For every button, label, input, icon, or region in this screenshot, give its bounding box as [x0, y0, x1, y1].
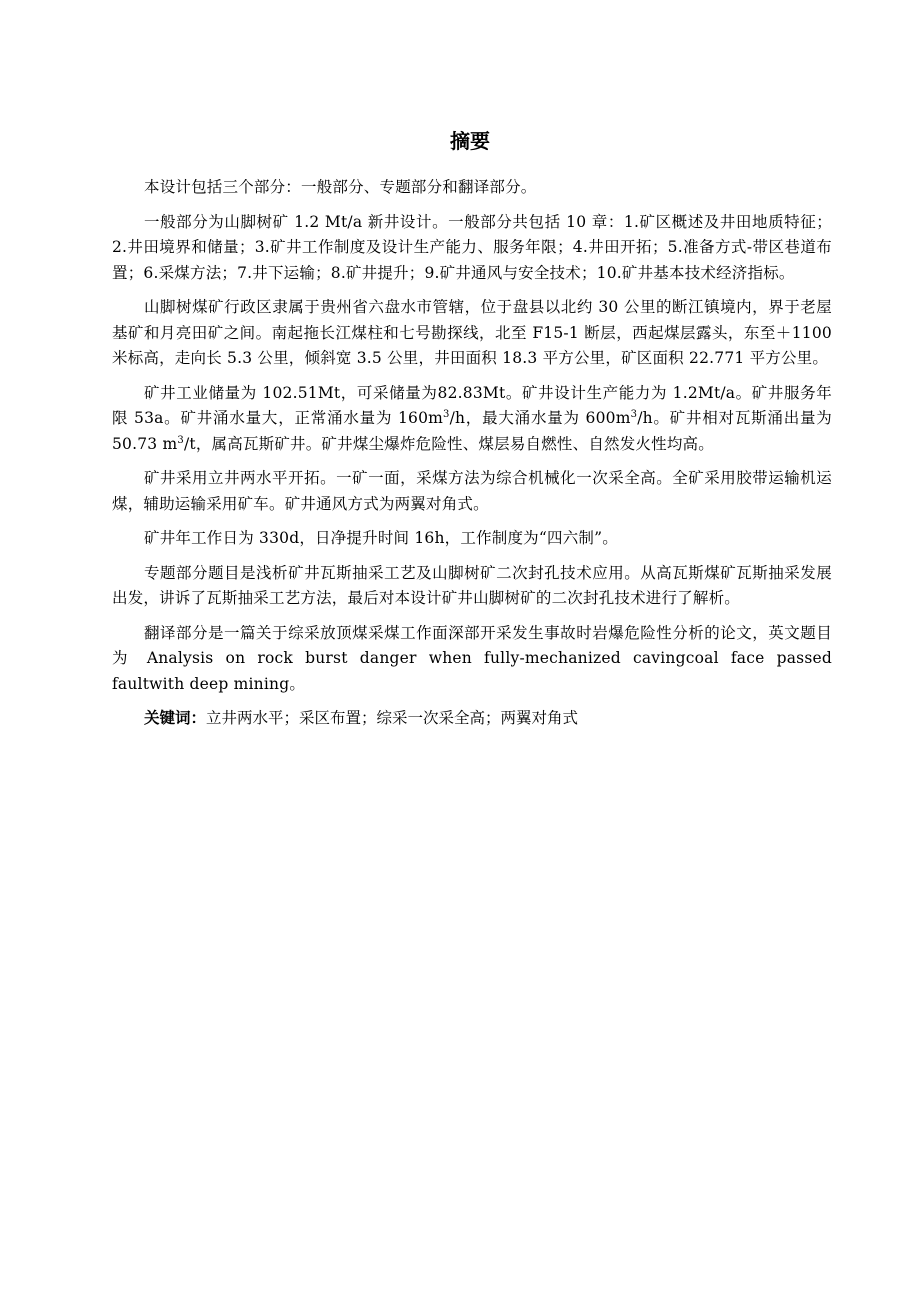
paragraph-location: 山脚树煤矿行政区隶属于贵州省六盘水市管辖，位于盘县以北约 30 公里的断江镇境内，界于老屋基矿和月亮田矿之间。南起拖长江煤柱和七号勘探线，北至 F15-1 断层，西起煤层露头，东至＋1100 米标高，走向长 5.3 公里，倾斜宽 3.5 公里，井田面积 18.3 平方公里，矿区面积 22.771 平方公里。	[112, 298, 832, 367]
paragraph-development: 矿井采用立井两水平开拓。一矿一面，采煤方法为综合机械化一次采全高。全矿采用胶带运输机运煤，辅助运输采用矿车。矿井通风方式为两翼对角式。	[112, 469, 832, 513]
abstract-body	[112, 175, 832, 732]
paragraph-translation: 翻译部分是一篇关于综采放顶煤采煤工作面深部开采发生事故时岩爆危险性分析的论文，英文题目为 Analysis on rock burst danger when fully-mechanized cavingcoal face passed faultwith deep mining。	[112, 623, 832, 693]
reserves-text-d: /t，属高瓦斯矿井。矿井煤尘爆炸危险性、煤层易自燃性、自然发火性均高。	[183, 434, 714, 453]
reserves-text-c: /h。矿井相对瓦斯涌出量为 50.73 m	[112, 409, 832, 453]
reserves-text-b: /h，最大涌水量为 600m	[449, 409, 631, 427]
paragraph-reserves	[112, 381, 832, 458]
superscript-3: 3	[177, 434, 184, 446]
keywords-label: 关键词：	[144, 709, 207, 727]
keywords-text: 立井两水平；采区布置；综采一次采全高；两翼对角式	[206, 709, 579, 727]
reserves-text-a: 矿井工业储量为 102.51Mt，可采储量为82.83Mt。矿井设计生产能力为 1.2Mt/a。矿井服务年限 53a。矿井涌水量大，正常涌水量为 160m	[112, 383, 832, 427]
paragraph-work-schedule: 矿井年工作日为 330d，日净提升时间 16h，工作制度为“四六制”。	[144, 529, 618, 547]
keywords-line	[112, 706, 832, 732]
paragraph-special-topic: 专题部分题目是浅析矿井瓦斯抽采工艺及山脚树矿二次封孔技术应用。从高瓦斯煤矿瓦斯抽采发展出发，讲诉了瓦斯抽采工艺方法，最后对本设计矿井山脚树矿的二次封孔技术进行了解析。	[112, 563, 832, 607]
page-title: 摘要	[450, 129, 490, 153]
paragraph-intro: 本设计包括三个部分：一般部分、专题部分和翻译部分。	[144, 178, 537, 196]
paragraph-general-part: 一般部分为山脚树矿 1.2 Mt/a 新井设计。一般部分共包括 10 章：1.矿区概述及井田地质特征；2.井田境界和储量；3.矿井工作制度及设计生产能力、服务年限；4.井田开拓；5.准备方式-带区巷道布置；6.采煤方法；7.井下运输；8.矿井提升；9.矿井通风与安全技术；10.矿井基本技术经济指标。	[112, 212, 832, 282]
superscript-3: 3	[443, 408, 450, 420]
superscript-3: 3	[630, 408, 638, 420]
